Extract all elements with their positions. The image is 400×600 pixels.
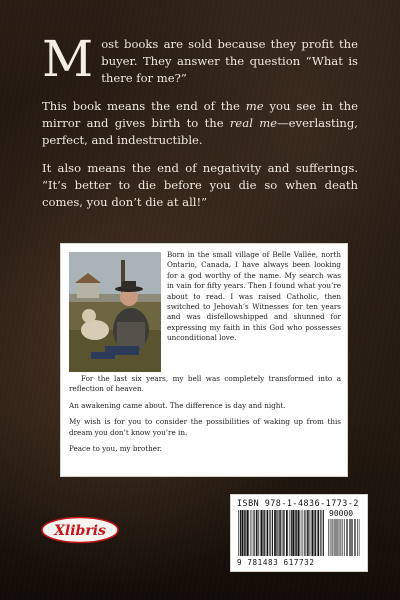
barcode-bar [292,510,294,556]
barcode-bar [315,510,316,556]
author-bio-panel [60,243,348,477]
barcode-bar [286,510,288,556]
barcode-bar [261,510,263,556]
barcode-bar [355,519,356,556]
barcode-bar [317,510,319,556]
barcode-bar [323,510,324,556]
barcode-bar [314,510,315,556]
barcode-bar [338,519,339,556]
barcode-bar [289,510,290,556]
barcode-bar [332,519,333,556]
barcode-bar [252,510,253,556]
ean-barcode [237,510,325,556]
barcode-bar [256,510,257,556]
barcode-bar [247,510,249,556]
ean-digits: 9 781483 617732 [237,558,315,567]
barcode-bar [359,519,360,556]
barcode-bar [250,510,251,556]
intro-p2-part: This book means the end of the [42,99,246,113]
barcode-bar [257,510,258,556]
barcode-bar [351,519,352,556]
barcode-bar [349,519,350,556]
intro-p2-part: —everlasting, perfect, and indestructible. [42,116,358,147]
xlibris-logo [40,516,120,544]
barcode-bar [279,510,280,556]
intro-paragraph-3: It also means the end of negativity and sufferings. “It’s better to die before you die so when death comes, you don’t die at all!” [42,161,358,209]
barcode-bar [241,510,243,556]
barcode-bar [280,510,281,556]
barcode-bar [283,510,284,556]
barcode-bar [340,519,341,556]
barcode-bar [291,510,292,556]
bio-paragraph-4: My wish is for you to consider the possibilities of waking up from this dream you don’t know you’re in. [69,417,341,437]
bio-paragraph-2: For the last six years, my bell was completely transformed into a reflection of heaven. [69,374,341,394]
barcode-bar [343,519,344,556]
barcode-bar [269,510,270,556]
barcode-bar [253,510,254,556]
bio-continued-text [69,374,341,460]
barcode-bar [301,510,302,556]
bio-paragraph-5: Peace to you, my brother. [69,444,162,454]
barcode-bar [333,519,334,556]
barcode-bar [274,510,276,556]
barcode-bar [298,510,300,556]
isbn-text: ISBN 978-1-4836-1773-2 [237,498,359,508]
barcode-bar [352,519,353,556]
barcode-bar [244,510,245,556]
drop-cap: M [42,30,94,88]
logo-text: Xlibris [54,523,106,539]
barcode-bar [238,510,239,556]
barcode-bar [264,510,265,556]
author-photo [69,252,161,372]
barcode-bar [260,510,261,556]
barcode-bar [311,510,312,556]
barcode-bar [267,510,269,556]
intro-text [42,30,358,222]
barcode-bar [320,510,321,556]
barcode-bar [295,510,296,556]
barcode-bar [263,510,264,556]
barcode-bar [284,510,285,556]
barcode-bar [296,510,297,556]
barcode-bar [341,519,342,556]
barcode-bar [337,519,338,556]
barcode-bar [335,519,336,556]
barcode-bar [336,519,337,556]
barcode-bar [272,510,273,556]
barcode-bar [304,510,305,556]
barcode-bar [347,519,348,556]
barcode-bar [277,510,278,556]
barcode-bar [276,510,277,556]
barcode-bar [303,510,304,556]
bio-paragraph-3: An awakening came about. The difference is day and night. [69,400,286,410]
bio-paragraph-1: Born in the small village of Belle Vallée, north Ontario, Canada, I have always been looking for a god worthy of the name. My search was in vain for fifty years. Then I found what you’re about to read. I was raised Catholic, then switched to Jehovah’s Witnesses for ten years and was disfellowshipped and shunned for expressing my faith in this God who possesses unconditional love. [167,250,341,343]
price-addon-text: 90000 [329,509,354,518]
intro-p2-em-me: me [245,99,264,113]
intro-paragraph-2 [42,98,358,149]
barcode-bar [328,519,329,556]
barcode-bar [344,519,345,556]
bio-intro-text [167,250,341,350]
barcode-box [230,494,368,572]
barcode-bar [240,510,241,556]
barcode-bar [312,510,314,556]
author-photo-illustration [69,252,161,372]
intro-paragraph-1-text: ost books are sold because they profit the buyer. They answer the question “What is there for me?” [101,37,358,85]
addon-barcode [327,519,361,556]
barcode-bar [330,519,331,556]
barcode-bar [346,519,347,556]
barcode-bar [350,519,351,556]
intro-p2-em-real-me: real me [229,116,278,130]
barcode-bar [354,519,355,556]
barcode-bar [245,510,246,556]
intro-paragraph-1 [42,30,358,88]
barcode-bar [307,510,308,556]
barcode-bar [357,519,358,556]
barcode-bar [308,510,309,556]
intro-p2-part: you see in the mirror and gives birth to the [42,99,358,130]
